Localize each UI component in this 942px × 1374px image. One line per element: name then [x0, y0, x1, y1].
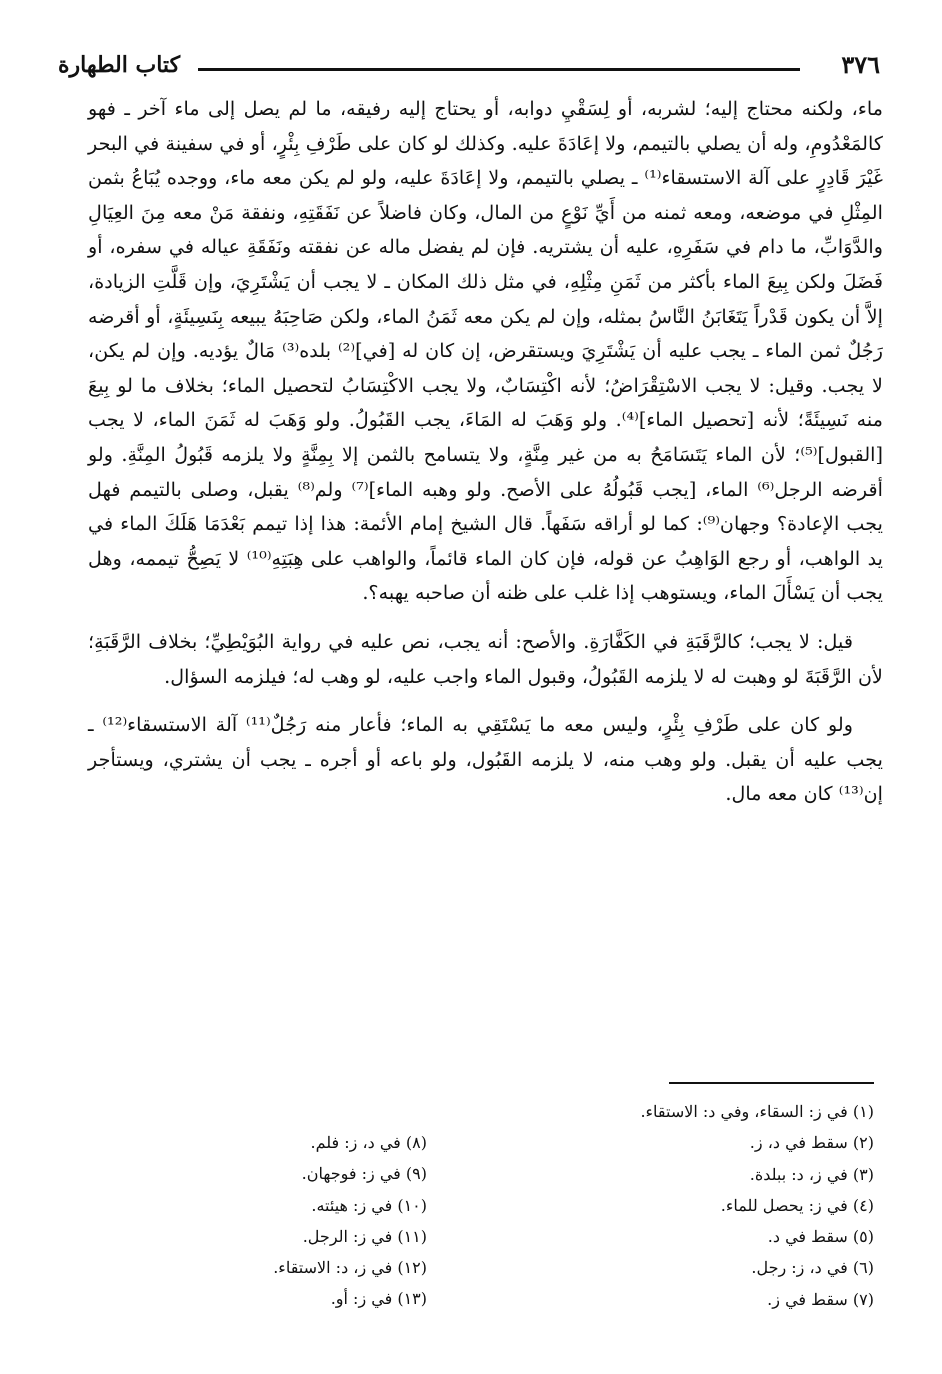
footnote: (١٢) في ز، د: الاستقاء.	[273, 1258, 427, 1278]
footnote: (١٠) في ز: هيئته.	[311, 1195, 427, 1215]
footnote: (٣) في ز، د: ببلدة.	[749, 1164, 874, 1184]
footnote: (١٣) في ز: أو.	[330, 1289, 427, 1309]
footnote: (٦) في د، ز: رجل.	[751, 1258, 874, 1278]
header-rule	[198, 68, 800, 71]
footnote: (١) في ز: السقاء، وفي د: الاستقاء.	[640, 1102, 874, 1121]
paragraph: ماء، ولكنه محتاج إليه؛ لشربه، أو لِسَقْيِ دوابه، أو يحتاج إليه رفيقه، ما لم يصل إلى ماء آخر ـ فهو كالمَعْدُومِ، وله أن يصلي بالتيمم، ولا إعَادَةَ عليه. وكذلك لو كان على طَرْفِ بِئْرٍ، أو في سفينة في البحر غَيْرَ قَادِرٍ على آلة الاستسقاء⁽¹⁾ ـ يصلي بالتيمم، ولا إعَادَةَ عليه، ولو لم يكن معه ماء، ووجده يُبَاعُ بثمن المِثْلِ في موضعه، ومعه ثمنه من أَيِّ نَوْعٍ من المال، وكان فاضلاً عن نَفَقَتِهِ، ونفقة مَنْ معه مِنَ العِيَالِ والدَّوَابِّ، ما دام في سَفَرِهِ، عليه أن يشتريه. فإن لم يفضل ماله عن نفقته ونَفَقَةِ عياله في سفره، أو فَضَلَ ولكن بِيعَ الماء بأكثر من ثَمَنِ مِثْلِهِ، في مثل ذلك المكان ـ لا يجب أن يَشْتَرِيَ، وإن قَلَّتِ الزيادة، إلاَّ أن يكون قَدْراً يَتَغَابَنُ النَّاسُ بمثله، وإن لم يكن معه ثَمَنُ الماء، ولكن صَاحِبَهُ يبيعه بِنَسِيئَةٍ، أو أقرضه رَجُلٌ ثمن الماء ـ يجب عليه أن يَشْتَرِيَ ويستقرض، إن كان له [في]⁽²⁾ بلده⁽³⁾ مَالٌ يؤديه. وإن لم يكن، لا يجب. وقيل: لا يجب الاسْتِقْرَاضُ؛ لأنه اكْتِسَابٌ، ولا يجب الاكْتِسَابُ لتحصيل الماء؛ بخلاف ما لو بِيعَ منه نَسِيئَةً؛ لأنه [تحصيل الماء]⁽⁴⁾. ولو وَهَبَ له المَاءَ، يجب القَبُولُ. ولو وَهَبَ له ثَمَنَ الماء، لا يجب [القبول]⁽⁵⁾؛ لأن الماء يَتَسَامَحُ به من غير مِنَّةٍ، ولا يتسامح بالثمن إلا بِمِنَّةٍ ولا يلزمه قَبُولُ المِنَّةِ. ولو أقرضه الرجل⁽⁶⁾ الماء، [يجب قَبُولُهُ على الأصح. ولو وهبه الماء]⁽⁷⁾ ولم⁽⁸⁾ يقبل، وصلى بالتيمم فهل يجب الإعادة؟ وجهان⁽⁹⁾: كما لو أراقه سَفَهاً. قال الشيخ إمام الأئمة: هذا إذا تيمم بَعْدَمَا هَلَكَ الماء في يد الواهب، أو رجع الوَاهِبُ عن قوله، فإن كان الماء قائماً، والواهب على هِبَتِهِ⁽¹⁰⁾ لا يَصِحُّ تيممه، وهل يجب أن يَسْأَلَ الماء، ويستوهب إذا غلب على ظنه أن صاحبه يهبه؟.	[88, 97, 883, 605]
book-title: كتاب الطهارة	[58, 52, 181, 78]
footnote: (٧) سقط في ز.	[767, 1289, 874, 1309]
footnote: (٨) في د، ز: فلم.	[310, 1133, 427, 1152]
footnote: (٩) في ز: فوجهان.	[301, 1164, 427, 1184]
footnote: (١١) في ز: الرجل.	[302, 1226, 427, 1246]
footnote: (٢) سقط في د، ز.	[749, 1133, 874, 1153]
page-number: ٣٧٦	[841, 50, 880, 79]
footnote-divider	[669, 1082, 874, 1084]
paragraph: ولو كان على طَرْفِ بِئْرٍ، وليس معه ما يَسْتَقِي به الماء؛ فأعار منه رَجُلٌ⁽¹¹⁾ آلة الاستسقاء⁽¹²⁾ ـ يجب عليه أن يقبل. ولو وهب منه، لا يلزمه القَبُول، ولو باعه أو أجره ـ يجب أن يشتري، ويستأجر إن⁽¹³⁾ كان معه مال.	[88, 713, 883, 806]
footnote: (٤) في ز: يحصل للماء.	[720, 1195, 874, 1215]
paragraph: قيل: لا يجب؛ كالرَّقَبَةِ في الكَفَّارَةِ. والأصح: أنه يجب، نص عليه في رواية البُوَيْطِيِّ؛ بخلاف الرَّقَبَةِ؛ لأن الرَّقَبَةَ لو وهبت له لا يلزمه القَبُولُ، وقبول الماء واجب عليه، لو وهب له؛ فيلزمه السؤال.	[88, 629, 883, 688]
page-header	[58, 44, 880, 86]
footnotes-column-left	[167, 1127, 427, 1315]
footnotes-column-right	[494, 1096, 874, 1315]
footnote: (٥) سقط في د.	[767, 1227, 874, 1247]
main-text	[88, 92, 883, 812]
